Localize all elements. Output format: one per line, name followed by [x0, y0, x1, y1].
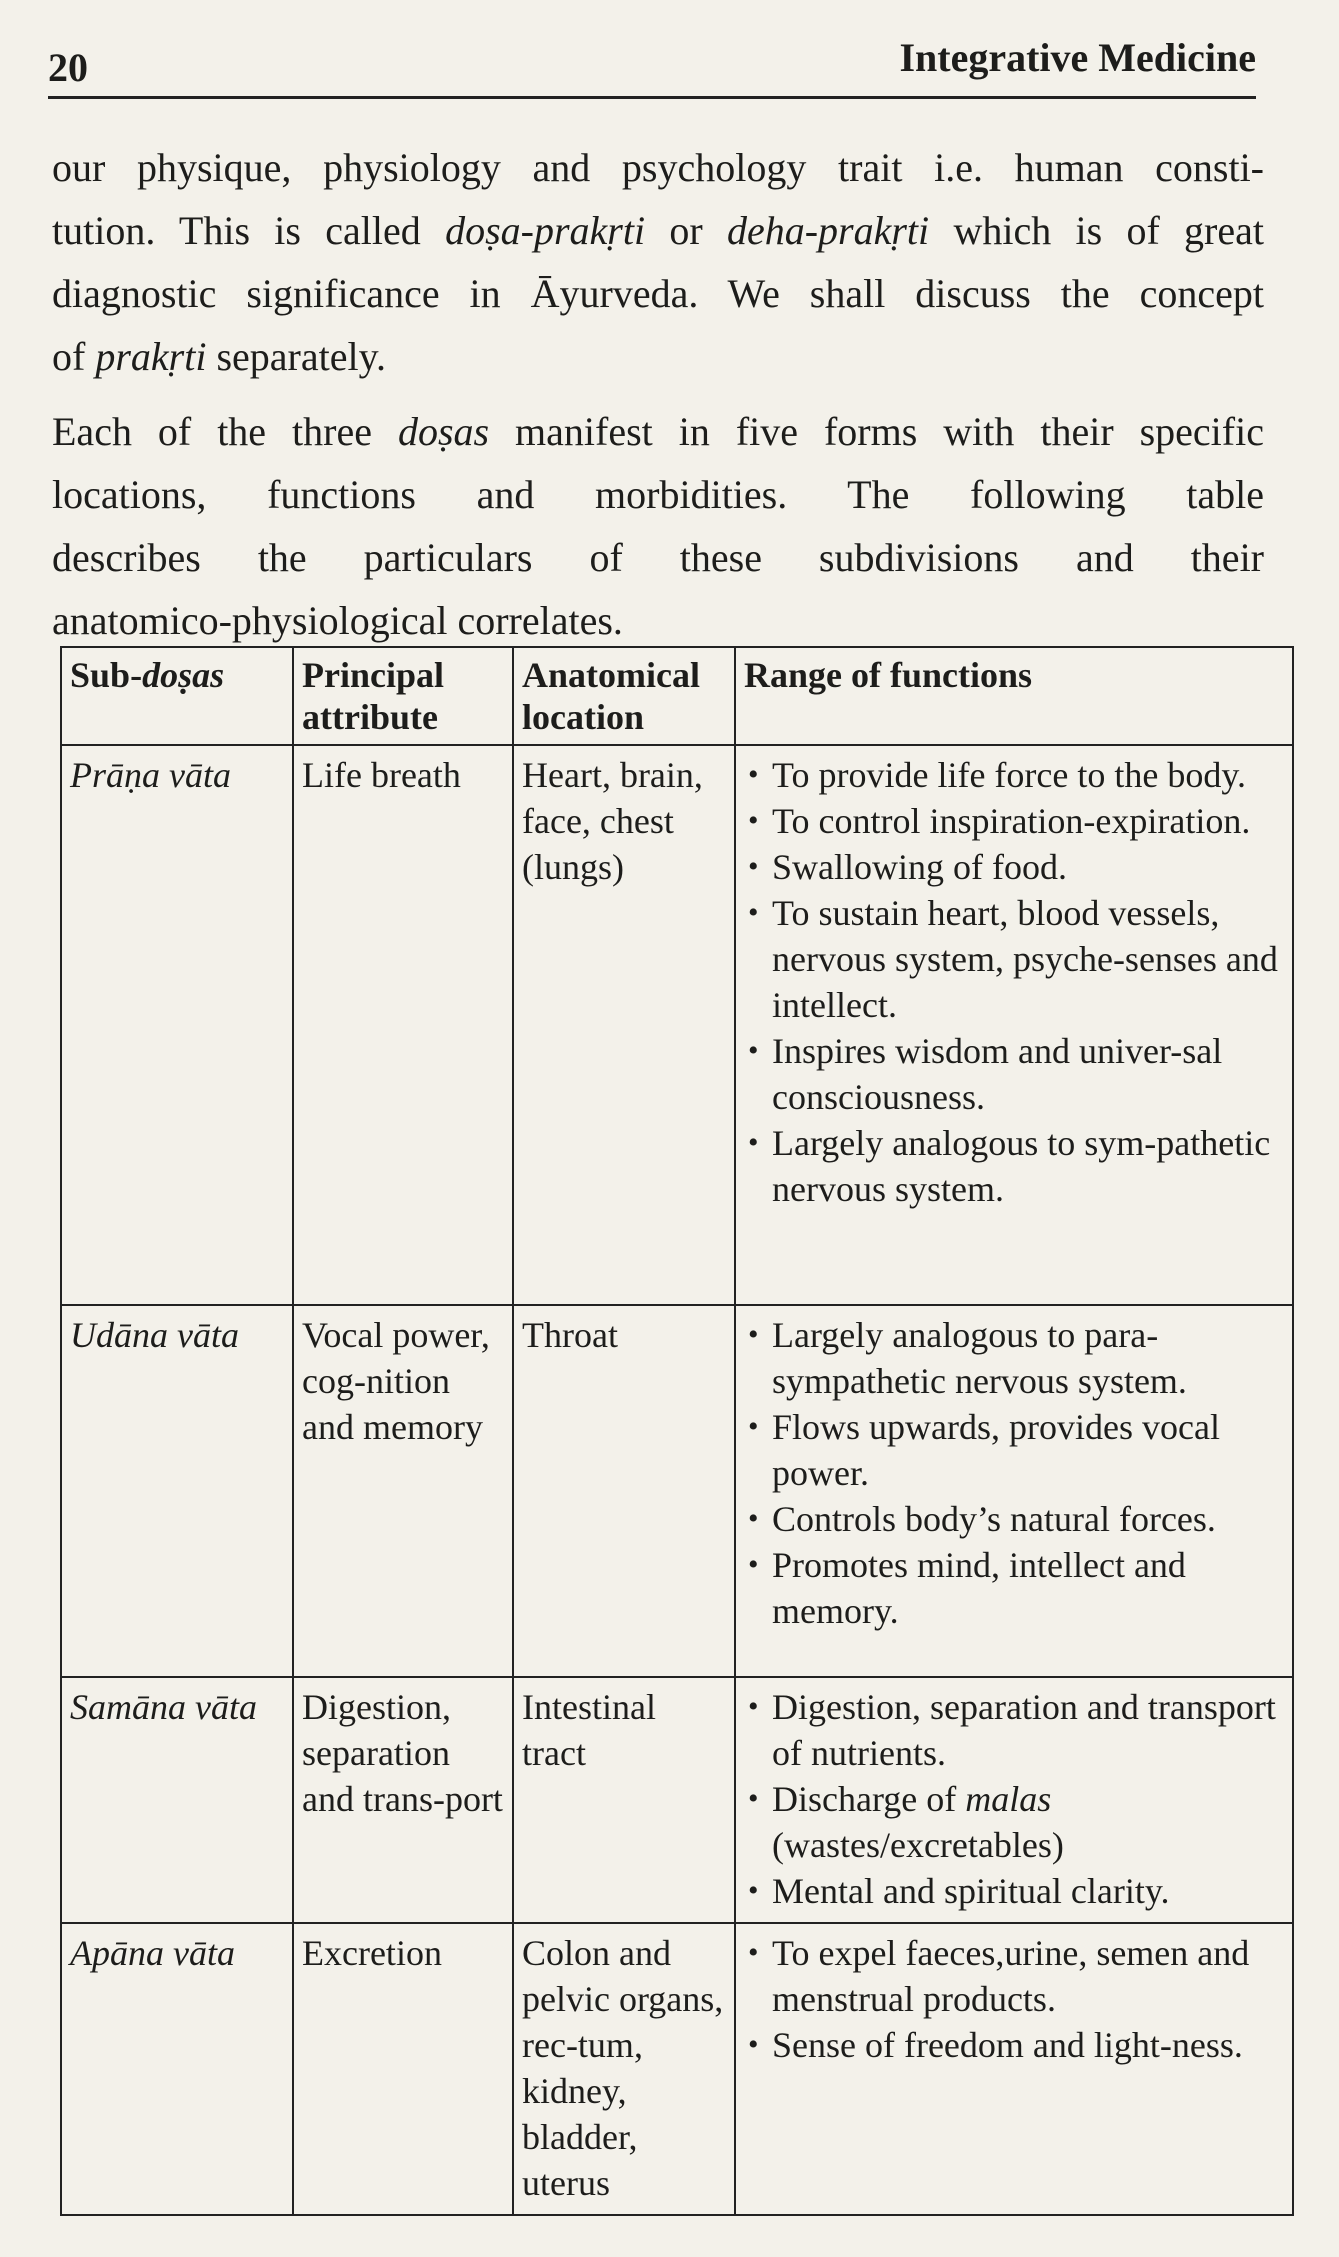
cell-sub-dosa: [61, 1923, 293, 2215]
header-range-of-functions: Range of functions: [735, 647, 1293, 745]
paragraph-line: [52, 325, 1264, 388]
sub-dosa-name: Prāṇa vāta: [70, 755, 231, 795]
text-run: describes the particulars of these subdivisions and their: [52, 535, 1264, 580]
paragraph-line: [52, 400, 1264, 463]
function-item: • Inspires wisdom and univer-sal consciousness.: [744, 1028, 1284, 1120]
header-text: Sub-: [70, 655, 143, 695]
cell-attribute: Digestion, separation and trans-port: [293, 1677, 513, 1923]
cell-functions: [735, 745, 1293, 1305]
text-run: tution. This is called: [52, 208, 446, 253]
function-item: [744, 1868, 1284, 1914]
function-item: [744, 1776, 1284, 1868]
cell-location: Colon and pelvic organs, rec-tum, kidney, bladder, uterus: [513, 1923, 735, 2215]
table-row: [61, 1677, 1293, 1923]
page-header: [48, 30, 1256, 99]
text-run: manifest in five forms with their specific: [489, 409, 1264, 454]
table-row: [61, 1923, 1293, 2215]
function-item: • To expel faeces,urine, semen and menstrual products.: [744, 1930, 1284, 2022]
text-run: diagnostic significance in Āyurveda. We shall discuss the concept: [52, 271, 1264, 316]
cell-location: Heart, brain, face, chest (lungs): [513, 745, 735, 1305]
function-item: • Controls body’s natural forces.: [744, 1496, 1284, 1542]
function-list: [744, 752, 1284, 1212]
function-list: [744, 1930, 1284, 2068]
function-text: (wastes/excretables): [772, 1825, 1064, 1865]
function-item: • Flows upwards, provides vocal power.: [744, 1404, 1284, 1496]
text-run: locations, functions and morbidities. The following table: [52, 472, 1264, 517]
cell-attribute: Excretion: [293, 1923, 513, 2215]
header-text: doṣas: [142, 655, 225, 695]
header-anatomical-location: Anatomical location: [513, 647, 735, 745]
cell-location: Throat: [513, 1305, 735, 1677]
text-run: anatomico-physiological correlates.: [52, 598, 623, 643]
function-text: Discharge of: [772, 1779, 966, 1819]
text-run: or: [645, 208, 727, 253]
text-run: separately.: [206, 334, 386, 379]
paragraph-constitution: [52, 136, 1264, 388]
header-principal-attribute: Principal attribute: [293, 647, 513, 745]
function-item: • Largely analogous to sym-pathetic nervous system.: [744, 1120, 1284, 1212]
cell-location: Intestinal tract: [513, 1677, 735, 1923]
sub-dosa-name: Samāna vāta: [70, 1687, 257, 1727]
cell-attribute: Vocal power, cog-nition and memory: [293, 1305, 513, 1677]
function-item: [744, 1684, 1284, 1776]
function-item: • Sense of freedom and light-ness.: [744, 2022, 1284, 2068]
cell-sub-dosa: [61, 745, 293, 1305]
cell-sub-dosa: [61, 1305, 293, 1677]
cell-sub-dosa: [61, 1677, 293, 1923]
term-dosa-prakrti: doṣa-prakṛti: [445, 208, 646, 253]
term-deha-prakrti: deha-prakṛti: [726, 208, 930, 253]
function-list: [744, 1684, 1284, 1914]
cell-functions: [735, 1923, 1293, 2215]
function-text: Digestion, separation and transport of nutrients.: [772, 1687, 1276, 1773]
sub-dosa-name: Udāna vāta: [70, 1315, 239, 1355]
term-prakrti: prakṛti: [95, 334, 207, 379]
sub-dosas-table: [60, 646, 1294, 2216]
function-item: • Largely analogous to para-sympathetic nervous system.: [744, 1312, 1284, 1404]
function-item: • To provide life force to the body.: [744, 752, 1284, 798]
text-run: Each of the three: [52, 409, 398, 454]
paragraph-line: [52, 463, 1264, 526]
function-item: • To sustain heart, blood vessels, nervous system, psyche-senses and intellect.: [744, 890, 1284, 1028]
term-dosas: doṣas: [397, 409, 490, 454]
function-text: Mental and spiritual clarity.: [772, 1871, 1170, 1911]
function-item: • Promotes mind, intellect and memory.: [744, 1542, 1284, 1634]
table-row: [61, 1305, 1293, 1677]
text-run: of: [52, 334, 96, 379]
page-number: 20: [48, 45, 88, 90]
paragraph-line: [52, 589, 1264, 652]
paragraph-doshas: [52, 400, 1264, 652]
cell-functions: [735, 1677, 1293, 1923]
term-malas: malas: [965, 1779, 1052, 1819]
paragraph-line: [52, 526, 1264, 589]
cell-attribute: Life breath: [293, 745, 513, 1305]
running-head: Integrative Medicine: [899, 35, 1256, 80]
text-run: our physique, physiology and psychology trait i.e. human consti-: [52, 145, 1264, 190]
paragraph-line: [52, 199, 1264, 262]
cell-functions: [735, 1305, 1293, 1677]
header-sub-dosas: [61, 647, 293, 745]
function-list: [744, 1312, 1284, 1634]
table-header-row: [61, 647, 1293, 745]
sub-dosa-name: Apāna vāta: [70, 1933, 235, 1973]
function-item: • To control inspiration-expiration.: [744, 798, 1284, 844]
paragraph-line: [52, 262, 1264, 325]
paragraph-line: [52, 136, 1264, 199]
function-item: • Swallowing of food.: [744, 844, 1284, 890]
text-run: which is of great: [929, 208, 1265, 253]
table-row: [61, 745, 1293, 1305]
